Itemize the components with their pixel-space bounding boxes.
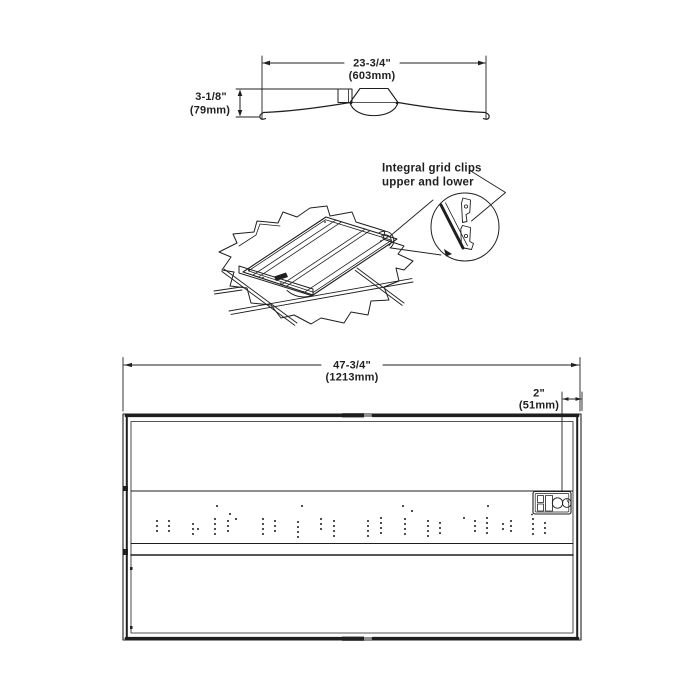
balloon-circle — [431, 193, 499, 261]
rivet-dot — [262, 277, 264, 279]
clip-hole — [464, 205, 467, 208]
perforation-dot — [510, 525, 512, 527]
grid-runner-stub — [214, 287, 242, 294]
perforation-dot — [532, 518, 534, 520]
lens-pod-bottom — [350, 103, 398, 116]
perforation-dot — [380, 517, 382, 519]
arrowhead-right — [478, 61, 486, 66]
perforation-dot — [439, 532, 441, 534]
perforation-dot — [262, 523, 264, 525]
fixture-top-face — [243, 217, 397, 295]
perforation-dot — [439, 522, 441, 524]
grid-rails — [214, 268, 413, 325]
callout-line2: upper and lower — [382, 176, 474, 189]
perforation-dot — [227, 525, 229, 527]
dim-height-inches: 3-1/8" — [195, 91, 227, 103]
door-panel-line — [305, 236, 389, 292]
latch-nub — [124, 549, 129, 555]
perforation-dot — [227, 520, 229, 522]
callout-line1: Integral grid clips — [382, 162, 482, 175]
perforation-dot — [192, 528, 194, 530]
knockout-tab — [567, 500, 569, 503]
latch-nub — [124, 486, 129, 491]
perforation-dot — [320, 518, 322, 520]
perforation-dot — [427, 535, 429, 537]
perforation-dot — [156, 530, 158, 532]
perforation-dot — [274, 530, 276, 532]
door-panel-line — [258, 222, 341, 277]
arrowhead-left — [563, 397, 569, 401]
corner-rivet — [248, 269, 250, 271]
perforation-dot — [214, 523, 216, 525]
perforation-dot — [427, 525, 429, 527]
dim-length-mm: (1213mm) — [325, 371, 379, 384]
extension-line — [562, 392, 582, 491]
door-panel-line — [253, 220, 336, 275]
perforation-dot — [474, 530, 476, 532]
perforation-dot — [404, 528, 406, 530]
perforation-dot — [532, 528, 534, 530]
grid-cross-tee-right — [355, 268, 404, 305]
hinge-mark — [130, 567, 133, 570]
corner-rivet — [302, 291, 304, 293]
dim-endcap-inches: 2" — [533, 387, 545, 400]
plan-view — [123, 358, 582, 641]
wing-right — [398, 103, 486, 113]
tee-bar-lower — [444, 249, 452, 257]
wing-left — [264, 103, 351, 113]
perforation-dot — [427, 520, 429, 522]
perforation-dot — [474, 525, 476, 527]
door-panel-line — [282, 229, 366, 285]
dim-height-mm: (79mm) — [189, 104, 231, 117]
perforation-dot — [367, 530, 369, 532]
perforation-dot — [235, 518, 237, 520]
cross-section-view — [190, 56, 489, 119]
perforation-dot — [510, 530, 512, 532]
perforation-dot — [197, 528, 199, 530]
perforation-dot — [301, 505, 303, 507]
perforation-dot — [262, 533, 264, 535]
perforation-dot — [367, 535, 369, 537]
detail-balloon — [382, 163, 506, 262]
knockout-hole — [552, 498, 562, 508]
arrowhead-left — [124, 363, 132, 367]
housing-outline — [123, 414, 581, 640]
perforation-dot — [486, 517, 488, 519]
perforation-dot — [380, 532, 382, 534]
corner-rivet — [324, 221, 326, 223]
hinge-mark — [130, 626, 133, 629]
clip-hole — [464, 234, 467, 237]
perforation-dot — [532, 523, 534, 525]
perforation-dot — [404, 523, 406, 525]
perforation-dot — [402, 505, 404, 507]
fixture-profile — [260, 89, 489, 120]
perforation-pattern — [156, 505, 546, 538]
perforation-dot — [156, 520, 158, 522]
callout-leader-line — [470, 171, 506, 222]
perforation-dot — [333, 535, 335, 537]
perforation-dot — [229, 513, 231, 515]
perforation-dot — [463, 517, 465, 519]
tee-bar-section — [441, 205, 463, 248]
arrowhead-right — [571, 363, 579, 367]
perforation-dot — [486, 532, 488, 534]
junction-box — [531, 492, 571, 516]
driver-housing — [338, 89, 352, 103]
perforation-dot — [510, 520, 512, 522]
wing-end-hook-left — [260, 113, 266, 120]
top-center-tab — [342, 413, 364, 417]
perforation-dot — [274, 520, 276, 522]
torn-edge-thickness — [239, 224, 280, 246]
perforation-dot — [474, 520, 476, 522]
perforation-dot — [156, 525, 158, 527]
perforation-dot — [262, 518, 264, 520]
perforation-dot — [487, 505, 489, 507]
perforation-dot — [168, 525, 170, 527]
door-panel-line — [286, 231, 370, 287]
perforation-dot — [532, 533, 534, 535]
perforation-dot — [214, 518, 216, 520]
rivet-dot — [280, 282, 282, 284]
grid-main-runner — [229, 279, 413, 315]
perforation-dot — [380, 527, 382, 529]
perforation-dot — [192, 533, 194, 535]
dim-endcap-mm: (51mm) — [518, 399, 560, 412]
perforation-dot — [192, 523, 194, 525]
dim-length-inches: 47-3/4" — [333, 359, 371, 372]
perforation-dot — [404, 533, 406, 535]
dim-width-mm: (603mm) — [348, 70, 396, 82]
dim-width-inches: 23-3/4" — [353, 57, 391, 70]
perforation-dot — [216, 505, 218, 507]
perforation-dot — [227, 530, 229, 532]
perforation-dot — [380, 522, 382, 524]
balloon-cone-line — [389, 200, 433, 237]
perforation-dot — [333, 530, 335, 532]
pod-foot — [396, 102, 399, 105]
perforation-dot — [168, 520, 170, 522]
terminal-block — [538, 504, 544, 511]
tee-bar-edge — [446, 203, 468, 246]
arrowhead-left — [263, 61, 271, 66]
perforation-dot — [367, 525, 369, 527]
bottom-center-tab — [342, 637, 364, 641]
arrowhead-up — [238, 90, 243, 97]
perforation-dot — [427, 530, 429, 532]
grid-clip-upper — [462, 198, 471, 223]
perforation-dot — [320, 523, 322, 525]
terminal-block — [538, 496, 544, 503]
perforation-dot — [439, 527, 441, 529]
perforation-dot — [411, 510, 413, 512]
screw-dot — [531, 514, 533, 516]
perforation-dot — [544, 532, 546, 534]
perforation-dot — [486, 522, 488, 524]
perforation-dot — [486, 527, 488, 529]
perforation-dot — [262, 528, 264, 530]
perforation-dot — [320, 528, 322, 530]
housing-inner-outline — [131, 422, 573, 634]
perforation-dot — [297, 531, 299, 533]
fixture-isometric — [239, 217, 397, 297]
perforation-dot — [404, 518, 406, 520]
perforation-dot — [168, 530, 170, 532]
perforation-dot — [297, 536, 299, 538]
perforation-dot — [274, 525, 276, 527]
perforation-dot — [502, 523, 504, 525]
corner-rivet — [380, 240, 382, 242]
isometric-view — [214, 163, 506, 326]
perforation-dot — [333, 520, 335, 522]
perforation-dot — [544, 527, 546, 529]
lens-pod-top — [350, 89, 398, 103]
perforation-dot — [297, 521, 299, 523]
perforation-dot — [544, 522, 546, 524]
perforation-dot — [367, 520, 369, 522]
perforation-dot — [502, 528, 504, 530]
perforation-dot — [214, 528, 216, 530]
perforation-dot — [333, 525, 335, 527]
latch — [274, 273, 288, 282]
arrowhead-down — [238, 110, 243, 117]
terminal-block — [546, 496, 553, 512]
perforation-dot — [214, 533, 216, 535]
perforation-dot — [297, 526, 299, 528]
